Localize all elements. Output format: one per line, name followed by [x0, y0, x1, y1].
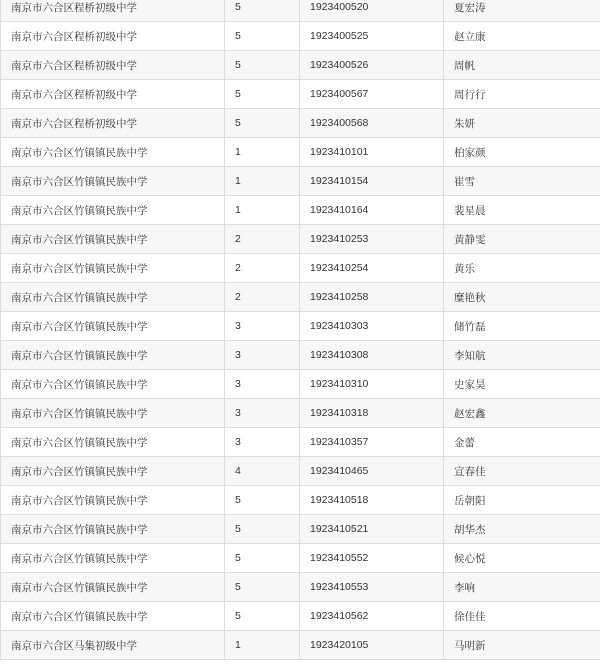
- student-name-cell: 储竹磊: [444, 312, 600, 341]
- student-id-cell: 1923410258: [300, 283, 444, 312]
- student-name-cell: 糜艳秋: [444, 283, 600, 312]
- student-name-cell: 马明新: [444, 631, 600, 660]
- class-number-cell: 5: [225, 515, 300, 544]
- table-row: [1, 515, 600, 544]
- school-cell: 南京市六合区竹镇镇民族中学: [1, 428, 225, 457]
- student-id-cell: 1923410357: [300, 428, 444, 457]
- student-id-cell: 1923410154: [300, 167, 444, 196]
- school-cell: 南京市六合区竹镇镇民族中学: [1, 602, 225, 631]
- student-name-cell: 李知航: [444, 341, 600, 370]
- school-cell: 南京市六合区竹镇镇民族中学: [1, 138, 225, 167]
- school-cell: 南京市六合区竹镇镇民族中学: [1, 399, 225, 428]
- table-row: [1, 22, 600, 51]
- table-row: [1, 283, 600, 312]
- class-number-cell: 5: [225, 573, 300, 602]
- class-number-cell: 5: [225, 80, 300, 109]
- class-number-cell: 1: [225, 167, 300, 196]
- school-cell: 南京市六合区竹镇镇民族中学: [1, 370, 225, 399]
- student-id-cell: 1923410553: [300, 573, 444, 602]
- school-cell: 南京市六合区程桥初级中学: [1, 0, 225, 22]
- table-row: [1, 370, 600, 399]
- student-id-cell: 1923410562: [300, 602, 444, 631]
- table-row: [1, 399, 600, 428]
- student-name-cell: 赵宏鑫: [444, 399, 600, 428]
- class-number-cell: 5: [225, 51, 300, 80]
- student-name-cell: 李响: [444, 573, 600, 602]
- class-number-cell: 3: [225, 312, 300, 341]
- table-row: [1, 51, 600, 80]
- student-name-cell: 柏家颜: [444, 138, 600, 167]
- class-number-cell: 2: [225, 283, 300, 312]
- school-cell: 南京市六合区竹镇镇民族中学: [1, 341, 225, 370]
- table-row: [1, 225, 600, 254]
- student-name-cell: 候心悦: [444, 544, 600, 573]
- class-number-cell: 3: [225, 399, 300, 428]
- class-number-cell: 3: [225, 370, 300, 399]
- student-name-cell: 胡华杰: [444, 515, 600, 544]
- student-id-cell: 1923400525: [300, 22, 444, 51]
- student-id-cell: 1923400568: [300, 109, 444, 138]
- student-name-cell: 徐佳佳: [444, 602, 600, 631]
- student-name-cell: 金蕾: [444, 428, 600, 457]
- school-cell: 南京市六合区竹镇镇民族中学: [1, 283, 225, 312]
- student-id-cell: 1923410303: [300, 312, 444, 341]
- student-id-cell: 1923410253: [300, 225, 444, 254]
- class-number-cell: 5: [225, 22, 300, 51]
- table-row: [1, 254, 600, 283]
- school-cell: 南京市六合区竹镇镇民族中学: [1, 573, 225, 602]
- student-id-cell: 1923410552: [300, 544, 444, 573]
- table-row: [1, 109, 600, 138]
- student-name-cell: 裴星晨: [444, 196, 600, 225]
- class-number-cell: 1: [225, 196, 300, 225]
- student-name-cell: 夏宏涛: [444, 0, 600, 22]
- school-cell: 南京市六合区程桥初级中学: [1, 80, 225, 109]
- table-row: [1, 0, 600, 22]
- student-id-cell: 1923410101: [300, 138, 444, 167]
- school-cell: 南京市六合区程桥初级中学: [1, 109, 225, 138]
- class-number-cell: 2: [225, 254, 300, 283]
- table-row: [1, 196, 600, 225]
- student-name-cell: 岳朝阳: [444, 486, 600, 515]
- class-number-cell: 5: [225, 544, 300, 573]
- table-row: [1, 80, 600, 109]
- student-id-cell: 1923410318: [300, 399, 444, 428]
- school-cell: 南京市六合区程桥初级中学: [1, 22, 225, 51]
- table-row: [1, 428, 600, 457]
- class-number-cell: 3: [225, 428, 300, 457]
- school-cell: 南京市六合区竹镇镇民族中学: [1, 544, 225, 573]
- student-name-cell: 黄乐: [444, 254, 600, 283]
- table-row: [1, 167, 600, 196]
- class-number-cell: 5: [225, 602, 300, 631]
- class-number-cell: 3: [225, 341, 300, 370]
- class-number-cell: 1: [225, 631, 300, 660]
- student-id-cell: 1923410164: [300, 196, 444, 225]
- student-name-cell: 崔雪: [444, 167, 600, 196]
- student-name-cell: 周行行: [444, 80, 600, 109]
- table-row: [1, 544, 600, 573]
- student-id-cell: 1923420105: [300, 631, 444, 660]
- class-number-cell: 5: [225, 486, 300, 515]
- school-cell: 南京市六合区竹镇镇民族中学: [1, 225, 225, 254]
- school-cell: 南京市六合区竹镇镇民族中学: [1, 457, 225, 486]
- student-id-cell: 1923400526: [300, 51, 444, 80]
- class-number-cell: 5: [225, 0, 300, 22]
- table-row: [1, 486, 600, 515]
- student-id-cell: 1923410521: [300, 515, 444, 544]
- student-name-cell: 赵立康: [444, 22, 600, 51]
- student-id-cell: 1923410254: [300, 254, 444, 283]
- student-name-cell: 周帆: [444, 51, 600, 80]
- class-number-cell: 2: [225, 225, 300, 254]
- student-name-cell: 黄静雯: [444, 225, 600, 254]
- student-id-cell: 1923410308: [300, 341, 444, 370]
- school-cell: 南京市六合区竹镇镇民族中学: [1, 486, 225, 515]
- class-number-cell: 1: [225, 138, 300, 167]
- student-id-cell: 1923400567: [300, 80, 444, 109]
- school-cell: 南京市六合区竹镇镇民族中学: [1, 254, 225, 283]
- table-row: [1, 312, 600, 341]
- school-cell: 南京市六合区竹镇镇民族中学: [1, 167, 225, 196]
- table-body: [1, 0, 600, 660]
- class-number-cell: 4: [225, 457, 300, 486]
- table-row: [1, 341, 600, 370]
- table-row: [1, 138, 600, 167]
- table-row: [1, 457, 600, 486]
- table-row: [1, 631, 600, 660]
- school-cell: 南京市六合区竹镇镇民族中学: [1, 515, 225, 544]
- class-number-cell: 5: [225, 109, 300, 138]
- student-id-cell: 1923400520: [300, 0, 444, 22]
- student-id-cell: 1923410465: [300, 457, 444, 486]
- student-id-cell: 1923410518: [300, 486, 444, 515]
- student-name-cell: 朱妍: [444, 109, 600, 138]
- school-cell: 南京市六合区竹镇镇民族中学: [1, 196, 225, 225]
- table-row: [1, 602, 600, 631]
- table-row: [1, 573, 600, 602]
- school-cell: 南京市六合区马集初级中学: [1, 631, 225, 660]
- school-cell: 南京市六合区竹镇镇民族中学: [1, 312, 225, 341]
- student-id-cell: 1923410310: [300, 370, 444, 399]
- student-name-cell: 史家昊: [444, 370, 600, 399]
- school-cell: 南京市六合区程桥初级中学: [1, 51, 225, 80]
- student-name-cell: 宣春佳: [444, 457, 600, 486]
